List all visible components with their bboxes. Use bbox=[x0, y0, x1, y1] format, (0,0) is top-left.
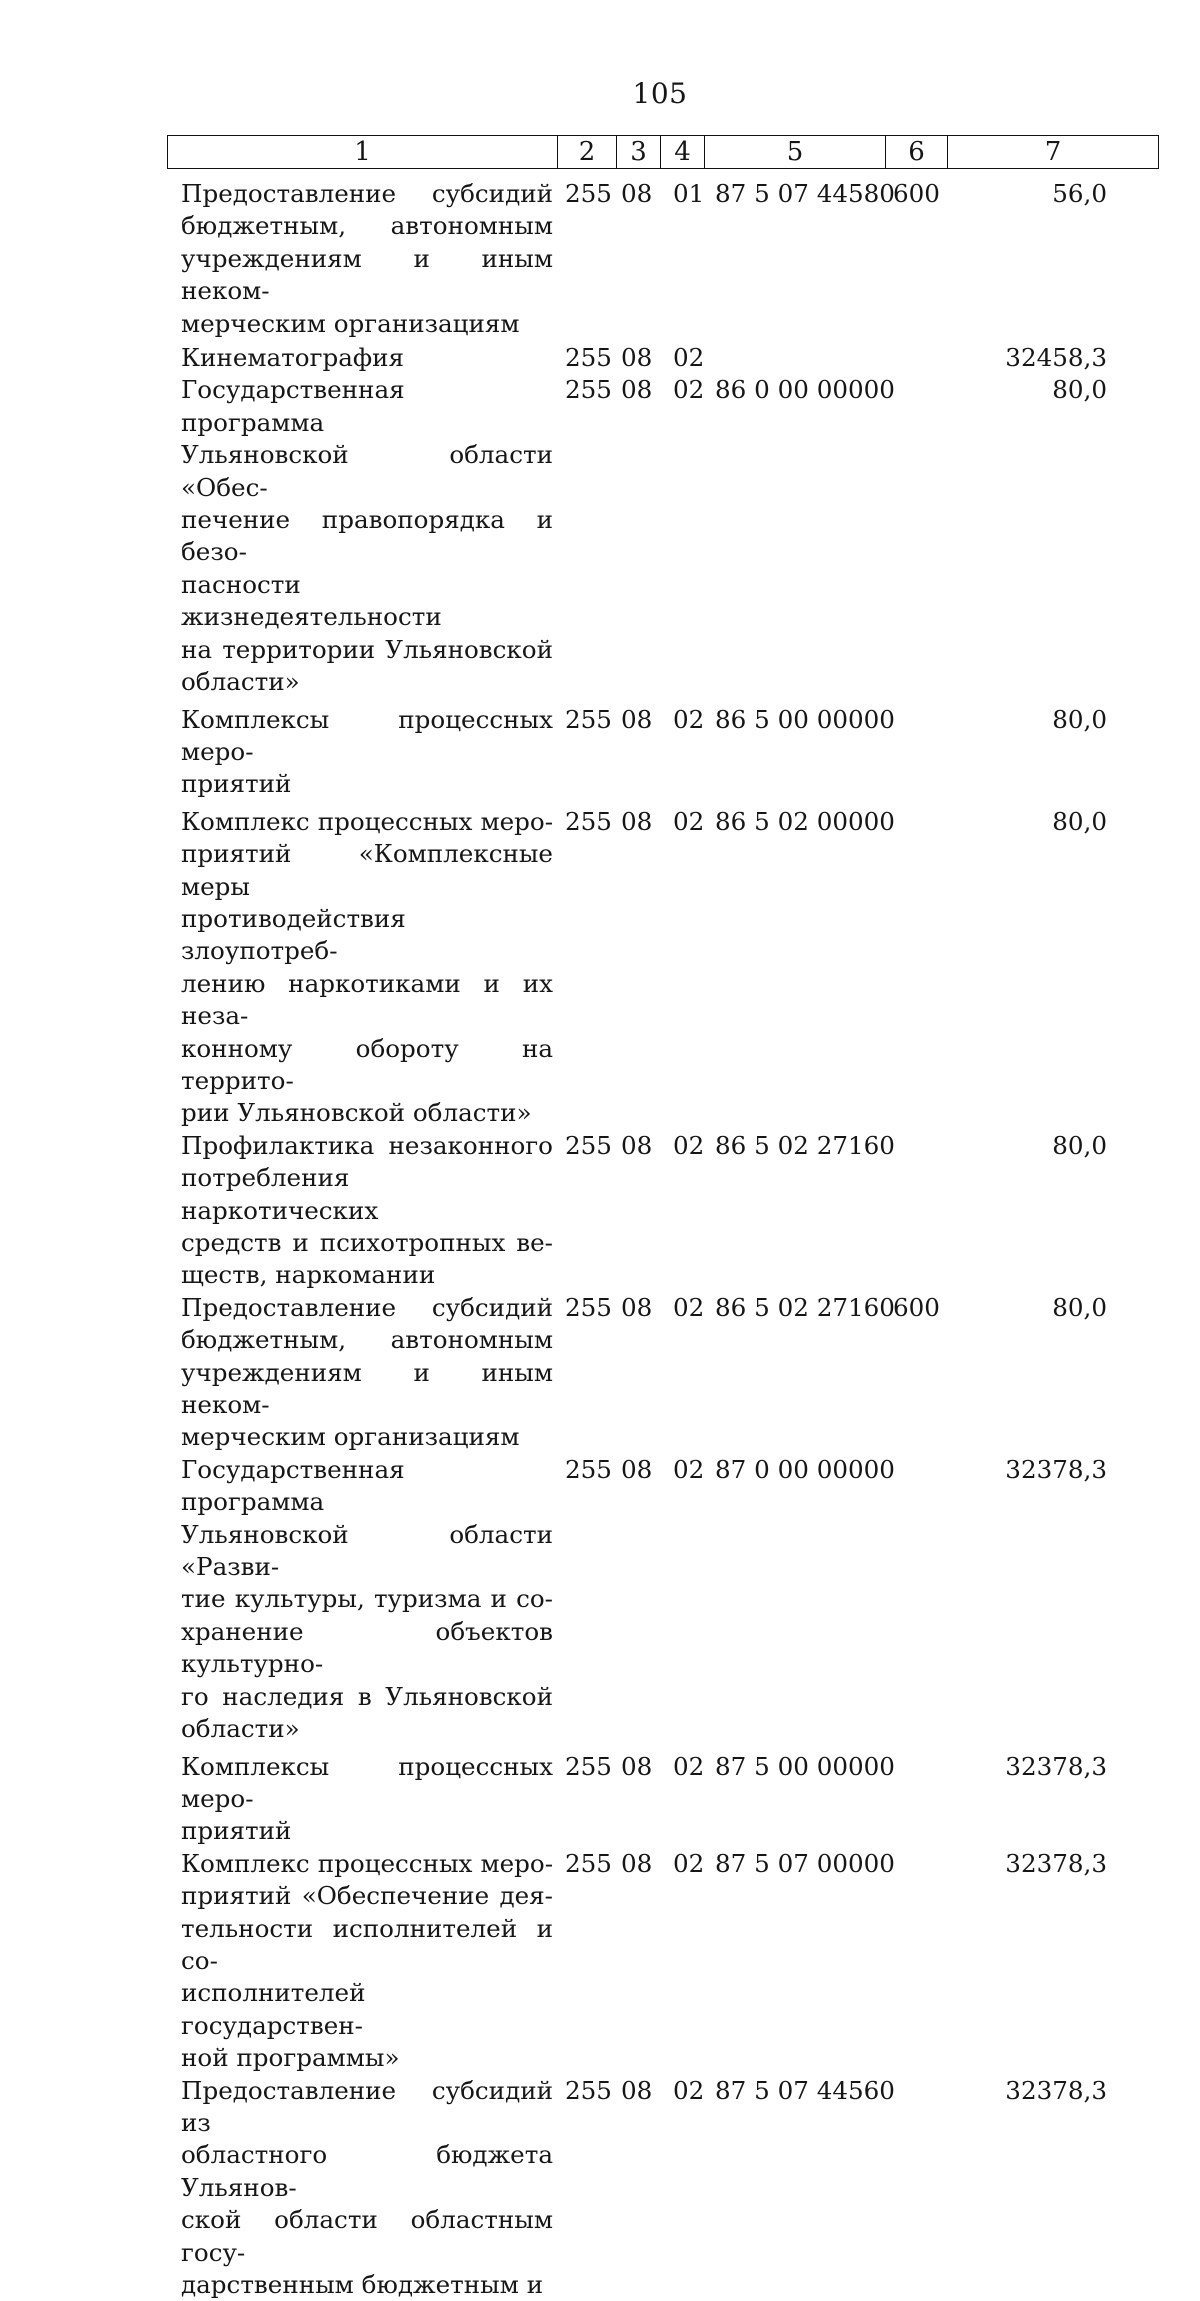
section-code: 08 bbox=[621, 1130, 653, 1160]
header-cell-7: 7 bbox=[1044, 137, 1062, 167]
admin-code: 255 bbox=[565, 1130, 612, 1160]
section-code: 08 bbox=[621, 1454, 653, 1484]
section-code: 08 bbox=[621, 704, 653, 734]
subsection-code: 02 bbox=[673, 1848, 705, 1878]
amount: 32378,3 bbox=[1005, 1454, 1107, 1484]
amount: 32458,3 bbox=[1005, 343, 1107, 373]
row-name-line: средств и психотропных ве- bbox=[181, 1228, 553, 1257]
row-name-line: приятий «Обеспечение дея- bbox=[181, 1881, 553, 1911]
admin-code: 255 bbox=[565, 806, 612, 836]
admin-code: 255 bbox=[565, 179, 612, 208]
row-name-line: Ульяновской области «Обес- bbox=[181, 440, 553, 502]
admin-code: 255 bbox=[565, 1292, 612, 1322]
amount: 80,0 bbox=[1052, 704, 1107, 734]
table-row bbox=[181, 1454, 1107, 1746]
row-name-line: приятий bbox=[181, 769, 292, 799]
header-cell-3: 3 bbox=[617, 136, 661, 169]
section-code: 08 bbox=[621, 343, 653, 373]
target-article-code: 86 5 00 00000 bbox=[715, 704, 895, 734]
row-name-line: бюджетным, автономным bbox=[181, 211, 553, 241]
row-name-line: тие культуры, туризма и со- bbox=[181, 1584, 553, 1614]
amount: 80,0 bbox=[1052, 806, 1107, 836]
row-name-line: области» bbox=[181, 667, 300, 697]
amount: 32378,3 bbox=[1005, 1848, 1107, 1878]
row-name bbox=[181, 178, 553, 340]
section-code: 08 bbox=[621, 806, 653, 836]
expense-type-code: 600 bbox=[893, 1292, 940, 1322]
admin-code: 255 bbox=[565, 2075, 612, 2105]
row-name bbox=[181, 374, 553, 698]
row-name-line: го наследия в Ульяновской bbox=[181, 1681, 553, 1711]
header-cell-1: 1 bbox=[168, 136, 558, 169]
row-name-line: Ульяновской области «Разви- bbox=[181, 1519, 553, 1582]
section-code: 08 bbox=[621, 1751, 653, 1781]
subsection-code: 02 bbox=[673, 806, 705, 836]
subsection-code: 02 bbox=[673, 1751, 705, 1781]
row-name-line: потребления наркотических bbox=[181, 1163, 379, 1225]
table-header bbox=[167, 135, 1159, 169]
row-name bbox=[181, 1454, 553, 1746]
row-name-line: Комплексы процессных меро- bbox=[181, 704, 553, 766]
table-row bbox=[181, 374, 1107, 698]
row-name-line: мерческим организациям bbox=[181, 1422, 520, 1452]
row-name bbox=[181, 1751, 553, 1848]
subsection-code: 02 bbox=[673, 704, 705, 734]
row-name bbox=[181, 2075, 553, 2301]
table-row bbox=[181, 704, 1107, 801]
table-row bbox=[181, 342, 1107, 374]
subsection-code: 01 bbox=[673, 179, 705, 208]
target-article-code: 86 5 02 27160 bbox=[715, 1130, 895, 1160]
table-row bbox=[181, 1130, 1107, 1292]
row-name-line: мерческим организациям bbox=[181, 308, 520, 338]
row-name-line: конному обороту на террито- bbox=[181, 1033, 553, 1095]
amount: 80,0 bbox=[1052, 1292, 1107, 1322]
page-number: 105 bbox=[632, 77, 688, 110]
row-name-line: хранение объектов культурно- bbox=[181, 1616, 553, 1679]
row-name bbox=[181, 806, 553, 1130]
subsection-code: 02 bbox=[673, 343, 705, 373]
row-name bbox=[181, 1292, 553, 1454]
row-name-line: области» bbox=[181, 1714, 300, 1744]
row-name-line: приятий bbox=[181, 1816, 292, 1846]
table-row bbox=[181, 1292, 1107, 1454]
target-article-code: 87 5 07 44560 bbox=[715, 2075, 895, 2105]
row-name-line: Предоставление субсидий bbox=[181, 1292, 553, 1322]
subsection-code: 02 bbox=[673, 1130, 705, 1160]
table-row bbox=[181, 806, 1107, 1130]
row-name-line: Кинематография bbox=[181, 343, 405, 373]
header-cell-6: 6 bbox=[886, 136, 948, 169]
row-name-line: рии Ульяновской области» bbox=[181, 1098, 532, 1128]
row-name-line: ской области областным госу- bbox=[181, 2205, 553, 2267]
amount: 32378,3 bbox=[1005, 1751, 1107, 1781]
row-name-line: областного бюджета Ульянов- bbox=[181, 2140, 553, 2202]
table-row bbox=[181, 178, 1107, 340]
table-row bbox=[181, 1751, 1107, 1848]
header-cell-5: 5 bbox=[705, 136, 886, 169]
section-code: 08 bbox=[621, 1292, 653, 1322]
amount: 80,0 bbox=[1052, 1130, 1107, 1160]
admin-code: 255 bbox=[565, 375, 612, 405]
row-name-line: Комплексы процессных меро- bbox=[181, 1751, 553, 1813]
section-code: 08 bbox=[621, 375, 653, 405]
section-code: 08 bbox=[621, 179, 653, 208]
row-name-line: Предоставление субсидий bbox=[181, 179, 553, 208]
amount: 32378,3 bbox=[1005, 2075, 1107, 2105]
target-article-code: 86 5 02 27160 bbox=[715, 1292, 895, 1322]
subsection-code: 02 bbox=[673, 375, 705, 405]
row-name-line: Предоставление субсидий из bbox=[181, 2075, 553, 2137]
row-name-line: Государственная программа bbox=[181, 375, 405, 437]
section-code: 08 bbox=[621, 1848, 653, 1878]
section-code: 08 bbox=[621, 2075, 653, 2105]
row-name-line: исполнителей государствен- bbox=[181, 1978, 366, 2040]
row-name-line: Комплекс процессных меро- bbox=[181, 806, 553, 836]
row-name bbox=[181, 1130, 553, 1292]
admin-code: 255 bbox=[565, 704, 612, 734]
expense-type-code: 600 bbox=[893, 179, 940, 208]
row-name-line: пасности жизнедеятельности bbox=[181, 569, 442, 632]
target-article-code: 87 5 07 00000 bbox=[715, 1848, 895, 1878]
row-name-line: бюджетным, автономным bbox=[181, 1325, 553, 1355]
subsection-code: 02 bbox=[673, 2075, 705, 2105]
row-name-line: Профилактика незаконного bbox=[181, 1130, 553, 1160]
row-name-line: ществ, наркомании bbox=[181, 1260, 436, 1290]
table-row bbox=[181, 2075, 1107, 2301]
table-body bbox=[181, 178, 1107, 2301]
row-name-line: приятий «Комплексные меры bbox=[181, 839, 553, 901]
amount: 56,0 bbox=[1052, 179, 1107, 208]
target-article-code: 87 5 00 00000 bbox=[715, 1751, 895, 1781]
admin-code: 255 bbox=[565, 1751, 612, 1781]
row-name-line: Государственная программа bbox=[181, 1454, 405, 1517]
row-name-line: дарственным бюджетным и bbox=[181, 2270, 544, 2299]
header-cell-4: 4 bbox=[661, 136, 705, 169]
row-name-line: учреждениям и иным неком- bbox=[181, 243, 553, 306]
row-name bbox=[181, 342, 553, 374]
target-article-code: 86 5 02 00000 bbox=[715, 806, 895, 836]
amount: 80,0 bbox=[1052, 375, 1107, 405]
admin-code: 255 bbox=[565, 343, 612, 373]
row-name-line: печение правопорядка и безо- bbox=[181, 505, 553, 567]
target-article-code: 87 0 00 00000 bbox=[715, 1454, 895, 1484]
row-name-line: тельности исполнителей и со- bbox=[181, 1913, 553, 1975]
row-name bbox=[181, 1848, 553, 2075]
subsection-code: 02 bbox=[673, 1292, 705, 1322]
row-name-line: противодействия злоупотреб- bbox=[181, 903, 406, 966]
row-name-line: учреждениям и иным неком- bbox=[181, 1357, 553, 1420]
target-article-code: 86 0 00 00000 bbox=[715, 375, 895, 405]
row-name bbox=[181, 704, 553, 801]
row-name-line: на территории Ульяновской bbox=[181, 634, 553, 664]
header-cell-2: 2 bbox=[558, 136, 617, 169]
admin-code: 255 bbox=[565, 1848, 612, 1878]
row-name-line: лению наркотиками и их неза- bbox=[181, 968, 553, 1031]
row-name-line: ной программы» bbox=[181, 2043, 400, 2073]
target-article-code: 87 5 07 44580 bbox=[715, 179, 895, 208]
admin-code: 255 bbox=[565, 1454, 612, 1484]
table-row bbox=[181, 1848, 1107, 2075]
subsection-code: 02 bbox=[673, 1454, 705, 1484]
row-name-line: Комплекс процессных меро- bbox=[181, 1848, 553, 1878]
